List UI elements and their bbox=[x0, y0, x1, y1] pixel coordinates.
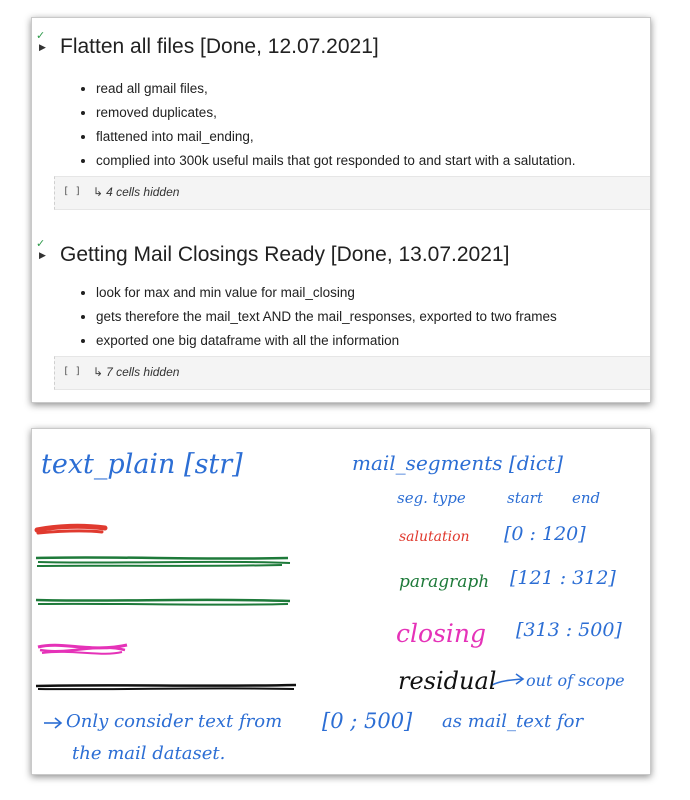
bullet-item: • complied into 300k useful mails that got responded to and start with a salutation. bbox=[96, 149, 576, 173]
section-heading: Flatten all files [Done, 12.07.2021] bbox=[60, 35, 379, 58]
cell-run-brackets[interactable]: [ ] bbox=[63, 186, 82, 197]
paragraph-stroke bbox=[38, 562, 290, 563]
column-end: end bbox=[572, 489, 601, 507]
note-line-1: Only consider text from bbox=[66, 711, 283, 732]
note-range: [0 ; 500] bbox=[322, 709, 413, 733]
section-heading: Getting Mail Closings Ready [Done, 13.07.2021] bbox=[60, 243, 510, 266]
bullet-item: • read all gmail files, bbox=[96, 77, 576, 101]
collapse-caret-icon[interactable]: ▶ bbox=[39, 250, 46, 260]
row-label-residual: residual bbox=[398, 667, 497, 695]
bullet-list bbox=[78, 77, 576, 173]
paragraph-stroke bbox=[36, 600, 290, 601]
closing-stroke bbox=[42, 652, 122, 654]
note-line-1-end: as mail_text for bbox=[442, 711, 584, 732]
done-check-icon: ✓ bbox=[36, 238, 46, 250]
return-arrow-icon: ↳ bbox=[93, 185, 104, 199]
collapse-caret-icon[interactable]: ▶ bbox=[39, 42, 46, 52]
hidden-cells-bar[interactable] bbox=[54, 176, 651, 210]
right-title: mail_segments [dict] bbox=[352, 451, 563, 475]
row-range-closing: [313 : 500] bbox=[516, 619, 622, 641]
bullet-item: • look for max and min value for mail_closing bbox=[96, 281, 557, 305]
residual-stroke bbox=[38, 688, 294, 689]
bullet-item: • flattened into mail_ending, bbox=[96, 125, 576, 149]
done-check-icon: ✓ bbox=[36, 30, 46, 42]
row-label-closing: closing bbox=[396, 619, 486, 648]
row-label-salutation: salutation bbox=[399, 529, 470, 545]
row-label-paragraph: paragraph bbox=[399, 572, 490, 592]
whiteboard-panel bbox=[31, 428, 651, 775]
salutation-stroke bbox=[37, 526, 105, 530]
bullet-item: • removed duplicates, bbox=[96, 101, 576, 125]
row-range-salutation: [0 : 120] bbox=[504, 523, 586, 545]
column-seg-type: seg. type bbox=[397, 489, 466, 507]
cell-run-brackets[interactable]: [ ] bbox=[63, 366, 82, 377]
closing-stroke bbox=[40, 648, 125, 652]
paragraph-stroke bbox=[36, 557, 288, 558]
hidden-cells-text: 7 cells hidden bbox=[106, 365, 180, 379]
bullet-item: • exported one big dataframe with all the information bbox=[96, 329, 557, 353]
left-title: text_plain [str] bbox=[41, 449, 243, 480]
return-arrow-icon: ↳ bbox=[93, 365, 104, 379]
hidden-cells-label[interactable] bbox=[93, 185, 179, 199]
residual-stroke bbox=[36, 685, 296, 686]
bullet-item: • gets therefore the mail_text AND the mail_responses, exported to two frames bbox=[96, 305, 557, 329]
row-range-paragraph: [121 : 312] bbox=[510, 567, 616, 589]
note-line-2: the mail dataset. bbox=[72, 743, 226, 764]
residual-note: out of scope bbox=[526, 671, 625, 690]
column-start: start bbox=[507, 489, 543, 507]
paragraph-stroke bbox=[38, 604, 288, 605]
hidden-cells-label[interactable] bbox=[93, 365, 179, 379]
notebook-panel bbox=[31, 17, 651, 403]
hidden-cells-bar[interactable] bbox=[54, 356, 651, 390]
hidden-cells-text: 4 cells hidden bbox=[106, 185, 180, 199]
bullet-list bbox=[78, 281, 557, 353]
paragraph-stroke bbox=[37, 565, 282, 566]
salutation-stroke bbox=[38, 531, 102, 533]
